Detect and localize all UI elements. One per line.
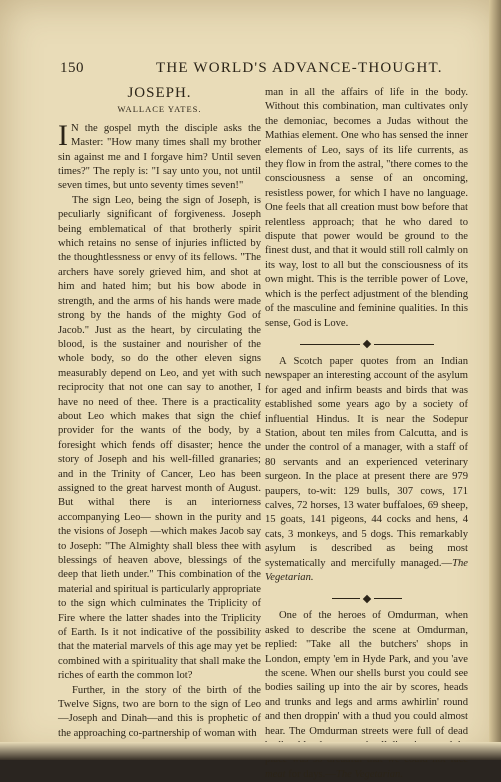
news-item-italic-word: meat xyxy=(265,768,286,780)
article-paragraph: The sign Leo, being the sign of Joseph, is peculiarly significant of forgiveness. Joseph being emblematical of that brotherly spirit which retains no sense of injuries inflicted by the thoughtlessness or envy of its fellows. "The archers have sorely grieved him, and shot at him and hated him; but his bow abode in strength, and the arms of his hands were made strong by the hands of the mighty God of Jacob." Just as the heart, by circulating the blood, is the sustainer and nourisher of the whole body, so do the other eleven signs measurably depend on Leo, and yet with such reciprocity that not one can say to another, I have no need of thee. There is a practicality about Leo which makes that sign the chief provider for the wants of the body, by a foresight which fends off disaster; hence the story of Joseph and his well-filled granaries; and in the Trinity of Cancer, Leo has been assigned to the great harvest month of August. But withal there is an interiorness accompanying Leo— shown in the purity and the visions of Joseph —which makes Jacob say to Joseph: "The Almighty shall bless thee with blessings of heaven above, blessings of the deep that lieth under." This combination of the material and spiritual is particularly appropriate to the sign which culminates the Triplicity of Fire where the latter shades into the Triplicity of Earth. Is it not indicative of the possibility that the material marvels of this age may yet be combined with a spirituality that shall make the riches of earth the common lot? xyxy=(58,194,261,682)
right-column xyxy=(265,86,468,782)
page-spine-shadow xyxy=(489,0,501,760)
section-divider xyxy=(265,338,468,346)
news-item-text: A Scotch paper quotes from an Indian newspaper an interesting account of the asylum for aged and infirm beasts and birds that was established some years ago by a society of influential Hindus. It is near the Sodepur Station, about ten miles from Calcutta, and is under the control of a manager, with a staff of 80 servants and an experienced veterinary surgeon. In the place at present there are 979 paupers, to-wit: 129 bulls, 307 cows, 171 calves, 72 horses, 13 water buffaloes, 69 sheep, 15 goats, 141 pigeons, 44 cocks and hens, 4 cats, 3 monkeys, and 5 dogs. This remarkably asylum is described as being most systematically and mercifully managed.— xyxy=(265,355,468,569)
paragraph-text: N the gospel myth the disciple asks the Master: "How many times shall my brother sin against me and I forgave him? Until seven times?" The reply is: "I say unto you, not until seven times, but unto seventy times seven!" xyxy=(58,122,261,192)
article-byline: WALLACE YATES. xyxy=(117,104,202,115)
article-paragraph xyxy=(58,118,261,194)
article-title: JOSEPH. xyxy=(127,85,192,101)
page-bottom-edge xyxy=(0,742,501,760)
news-item-text: One of the heroes of Omdurman, when asked to describe the scene at Omdurman, replied: "Take all the butchers' shops in London, empty 'em in Hyde Park, and you 'ave the scene. When our shells burst you could see bodies sailing up into the air by scores, heads and trunks and legs and arms awhirlin' round and then droppin' with a thud you could almost hear. The Omdurman streets were full of dead xyxy=(265,610,468,737)
article-paragraph-continued: man in all the affairs of life in the body. Without this combination, man cultivates only the demoniac, becomes a Judas without the Mathias element. One who has sensed the inner elements of Leo, says of its life currents, as they flow in from the astral, "there comes to the consciousness a sense of an oncoming, resistless power, for which I have no language. One feels that all creation must bow before that relentless approach; that he who dared to dispute that power would be ground to the finest dust, and that it would still roll calmly on its way, lost to all but the consciousness of its own might. This is the terrible power of Love, which is the perfect adjustment of the blending of the masculine and feminine qualities. In this sense, God is Love. xyxy=(265,87,468,329)
news-item-tail: for days.— xyxy=(288,768,336,780)
article-paragraph: Further, in the story of the birth of the Twelve Signs, two are born to the sign of Leo —Joseph and Dinah—and this is prophetic of the approaching co-partnership of woman with xyxy=(58,684,261,739)
running-head: THE WORLD'S ADVANCE-THOUGHT. xyxy=(156,60,443,76)
news-item-source: The Vegetarian. xyxy=(265,557,468,583)
page-number: 150 xyxy=(60,60,84,76)
left-column xyxy=(58,86,261,741)
news-item xyxy=(265,355,468,586)
drop-cap: I xyxy=(58,118,68,152)
news-item-source: The Vegetarian. xyxy=(335,768,404,780)
page-header xyxy=(60,60,480,80)
section-divider xyxy=(265,592,468,600)
